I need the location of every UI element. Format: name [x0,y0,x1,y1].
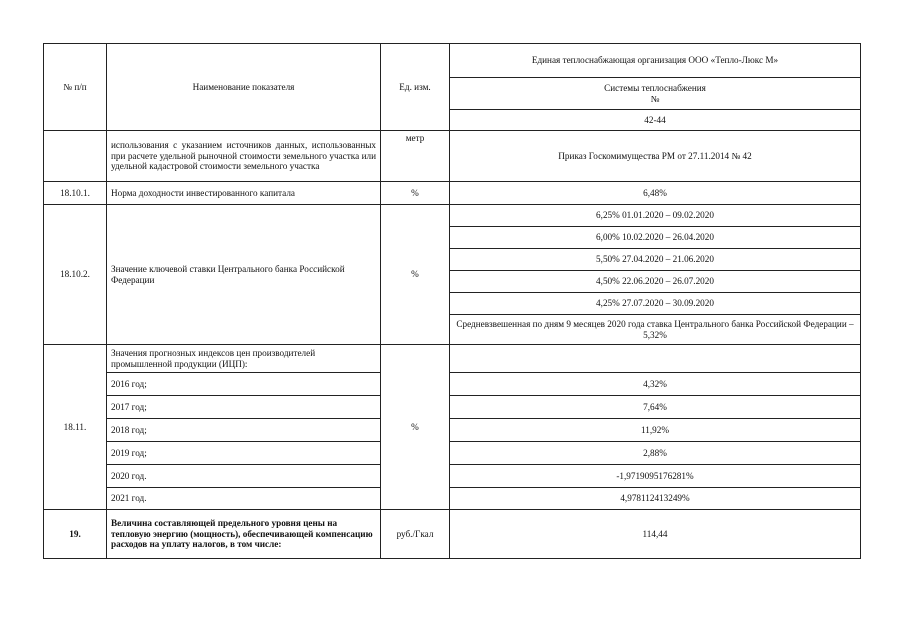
tariff-table [43,43,861,559]
header-unit: Ед. изм. [381,44,450,131]
ipc-year-label: 2020 год. [107,465,381,488]
ipc-year-label: 2016 год; [107,373,381,396]
row-18-10-2-num: 18.10.2. [44,205,107,345]
header-systems-label: Системы теплоснабжения [604,82,706,93]
row-18-10-1-num: 18.10.1. [44,182,107,205]
ipc-year-value: 4,32% [450,373,861,396]
header-system-value: 42-44 [450,110,861,131]
rate-value-3: 5,50% 27.04.2020 – 21.06.2020 [450,249,861,271]
header-systems [450,78,861,110]
ipc-year-value: 7,64% [450,396,861,419]
row-cont-name: использования с указанием источников данных, использованных при расчете удельной рыночной стоимости земельного участка или удельной кадастровой стоимости земельного участка [107,131,381,182]
header-name: Наименование показателя [107,44,381,131]
row-18-10-1-unit: % [381,182,450,205]
rate-weighted-average: Средневзвешенная по дням 9 месяцев 2020 года ставка Центрального банка Российской Федерации – 5,32% [450,315,861,345]
row-18-10-1-name: Норма доходности инвестированного капитала [107,182,381,205]
row-19-name: Величина составляющей предельного уровня цены на тепловую энергию (мощность), обеспечивающей компенсацию расходов на уплату налогов, в том числе: [107,510,381,559]
row-18-11-title: Значения прогнозных индексов цен производителей промышленной продукции (ИЦП): [107,345,381,373]
row-cont-value: Приказ Госкомимущества РМ от 27.11.2014 № 42 [450,131,861,182]
ipc-year-value: -1,9719095176281% [450,465,861,488]
rate-value-1: 6,25% 01.01.2020 – 09.02.2020 [450,205,861,227]
row-18-10-2-name: Значение ключевой ставки Центрального банка Российской Федерации [107,205,381,345]
row-19-value: 114,44 [450,510,861,559]
rate-value-5: 4,25% 27.07.2020 – 30.09.2020 [450,293,861,315]
header-num: № п/п [44,44,107,131]
row-cont-num [44,131,107,182]
ipc-year-label: 2021 год. [107,488,381,510]
rate-value-4: 4,50% 22.06.2020 – 26.07.2020 [450,271,861,293]
rate-value-2: 6,00% 10.02.2020 – 26.04.2020 [450,227,861,249]
ipc-year-value: 11,92% [450,419,861,442]
row-18-11-title-value [450,345,861,373]
header-systems-no: № [650,93,660,104]
ipc-year-label: 2019 год; [107,442,381,465]
header-org: Единая теплоснабжающая организация ООО «Тепло-Люкс М» [450,44,861,78]
ipc-year-label: 2018 год; [107,419,381,442]
ipc-year-value: 4,978112413249% [450,488,861,510]
row-19-num: 19. [44,510,107,559]
row-18-11-num: 18.11. [44,345,107,510]
row-18-11-unit: % [381,345,450,510]
ipc-year-value: 2,88% [450,442,861,465]
row-19-unit: руб./Гкал [381,510,450,559]
row-18-10-1-value: 6,48% [450,182,861,205]
ipc-year-label: 2017 год; [107,396,381,419]
row-18-10-2-unit: % [381,205,450,345]
row-cont-unit: метр [381,131,450,182]
